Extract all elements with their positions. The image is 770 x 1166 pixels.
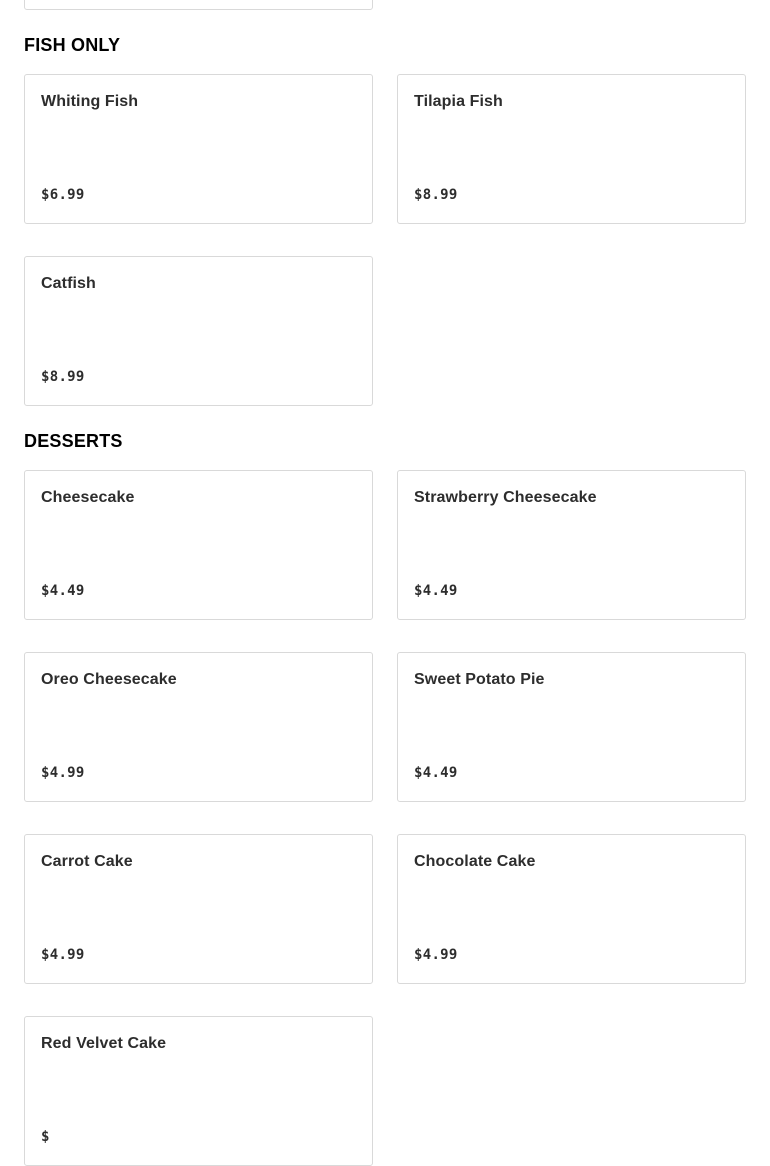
menu-item-card[interactable] <box>397 74 746 224</box>
menu-item-card[interactable] <box>24 1016 373 1166</box>
section-title-desserts: DESSERTS <box>24 431 123 451</box>
menu-item-price: $4.99 <box>41 947 85 963</box>
menu-item-price: $8.99 <box>414 187 458 203</box>
menu-item-name: Strawberry Cheesecake <box>414 489 597 506</box>
menu-item-price: $6.99 <box>41 187 85 203</box>
menu-item-card[interactable] <box>24 470 373 620</box>
menu-item-card[interactable] <box>24 256 373 406</box>
menu-item-card[interactable] <box>397 470 746 620</box>
menu-item-name: Cheesecake <box>41 489 135 506</box>
menu-item-price: $4.49 <box>414 583 458 599</box>
menu-item-card[interactable] <box>397 834 746 984</box>
menu-item-name: Sweet Potato Pie <box>414 671 545 688</box>
menu-item-name: Oreo Cheesecake <box>41 671 177 688</box>
menu-item-name: Chocolate Cake <box>414 853 536 870</box>
menu-item-name: Carrot Cake <box>41 853 133 870</box>
menu-item-name: Whiting Fish <box>41 93 139 110</box>
menu-item-card[interactable] <box>397 652 746 802</box>
menu-item-price: $4.49 <box>414 765 458 781</box>
menu-item-name: Catfish <box>41 275 96 292</box>
menu-item-name: Tilapia Fish <box>414 93 503 110</box>
menu-item-price: $4.99 <box>41 765 85 781</box>
menu-item-price: $8.99 <box>41 369 85 385</box>
menu-item-card[interactable] <box>24 74 373 224</box>
menu-item-price: $4.99 <box>414 947 458 963</box>
menu-item-price: $ <box>41 1129 50 1145</box>
menu-item-name: Red Velvet Cake <box>41 1035 167 1052</box>
menu-item-card[interactable] <box>24 0 373 10</box>
menu-item-price: $4.49 <box>41 583 85 599</box>
menu-item-card[interactable] <box>24 652 373 802</box>
section-title-fish-only: FISH ONLY <box>24 35 121 55</box>
menu-item-card[interactable] <box>24 834 373 984</box>
